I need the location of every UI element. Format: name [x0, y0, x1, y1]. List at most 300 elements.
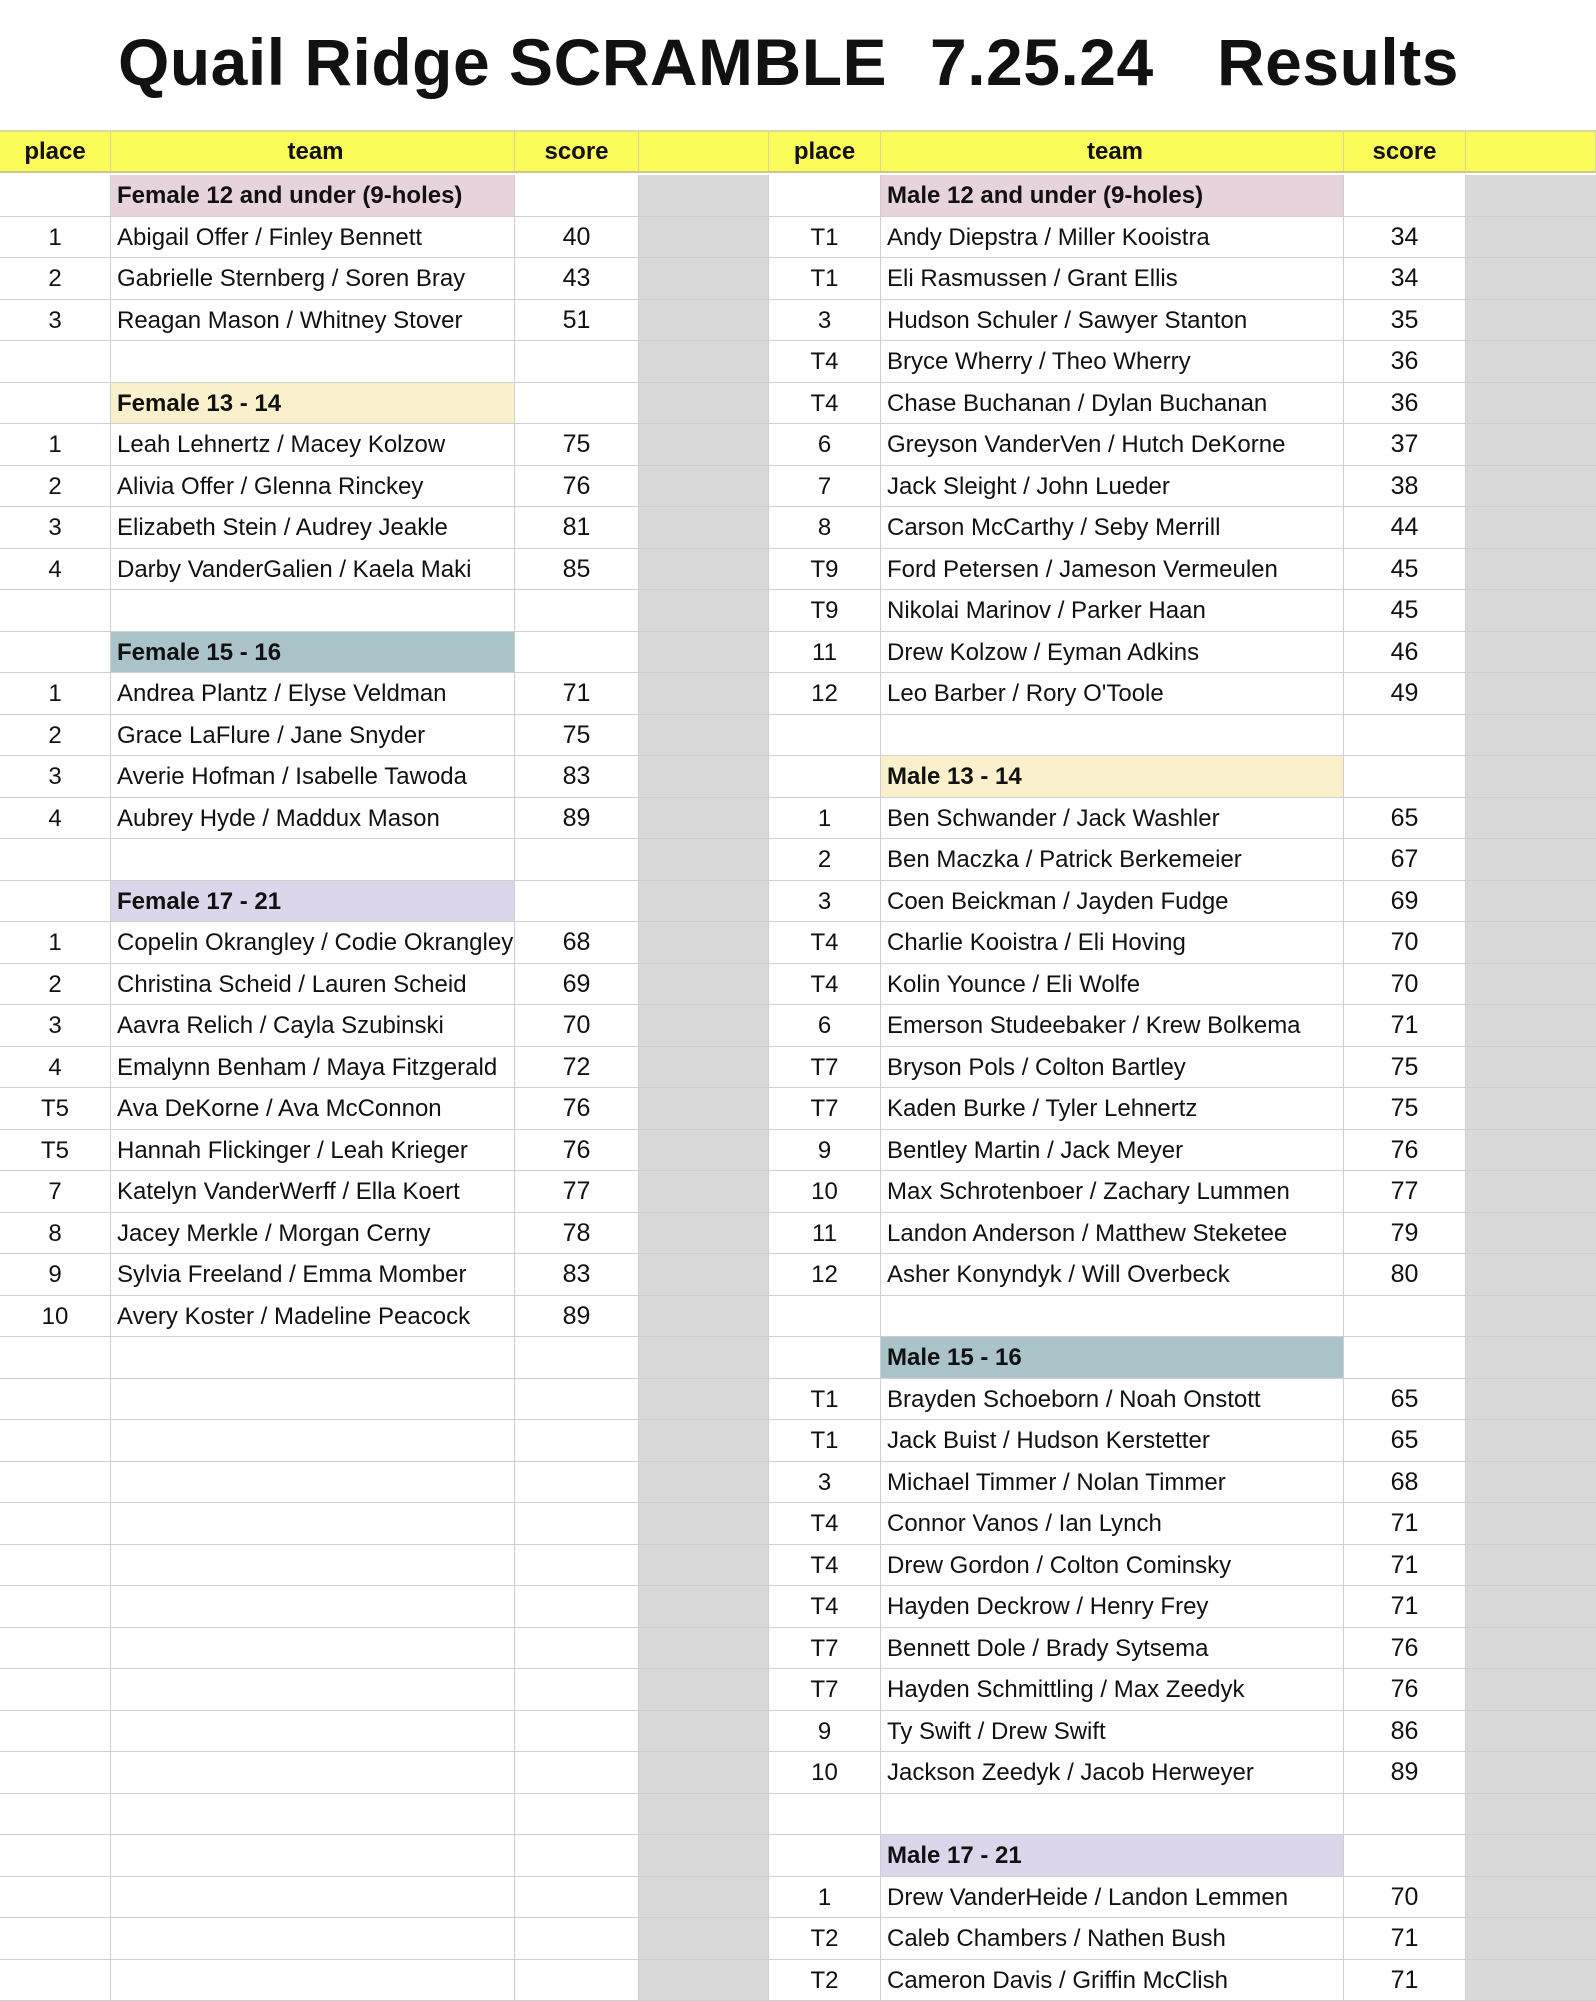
right-score-cell: 71 [1344, 1918, 1466, 1959]
right-team-cell: Nikolai Marinov / Parker Haan [881, 590, 1344, 631]
left-place-cell: 2 [0, 258, 111, 299]
gutter-cell [639, 922, 769, 963]
left-score-cell: 89 [515, 798, 639, 839]
left-team-cell: Darby VanderGalien / Kaela Maki [111, 549, 515, 590]
right-place-cell: 1 [769, 1877, 881, 1918]
right-team-cell: Michael Timmer / Nolan Timmer [881, 1462, 1344, 1503]
gutter-cell [639, 1420, 769, 1461]
table-row [0, 1752, 1596, 1794]
left-score-cell [515, 632, 639, 673]
right-team-cell: Connor Vanos / Ian Lynch [881, 1503, 1344, 1544]
right-place-cell [769, 1337, 881, 1378]
gutter-cell [1466, 632, 1596, 673]
gutter-cell [639, 1088, 769, 1129]
table-row [0, 922, 1596, 964]
table-row [0, 549, 1596, 591]
right-score-cell: 71 [1344, 1960, 1466, 2001]
left-place-cell: 3 [0, 1005, 111, 1046]
left-score-cell: 81 [515, 507, 639, 548]
right-place-cell: 8 [769, 507, 881, 548]
left-score-cell: 83 [515, 1254, 639, 1295]
left-team-cell [111, 839, 515, 880]
table-row [0, 1669, 1596, 1711]
right-score-cell: 76 [1344, 1628, 1466, 1669]
gutter-cell [1466, 1005, 1596, 1046]
gutter-cell [639, 881, 769, 922]
left-team-cell [111, 1794, 515, 1835]
gutter-cell [1466, 1337, 1596, 1378]
right-score-cell [1344, 1296, 1466, 1337]
left-score-cell [515, 839, 639, 880]
left-team-cell: Christina Scheid / Lauren Scheid [111, 964, 515, 1005]
right-score-cell: 89 [1344, 1752, 1466, 1793]
right-place-cell: 6 [769, 424, 881, 465]
left-score-cell [515, 1711, 639, 1752]
gutter-cell [1466, 1586, 1596, 1627]
left-place-cell [0, 839, 111, 880]
right-score-cell: 71 [1344, 1005, 1466, 1046]
left-place-cell: 3 [0, 300, 111, 341]
right-place-cell: 10 [769, 1171, 881, 1212]
right-score-cell: 46 [1344, 632, 1466, 673]
left-score-cell: 89 [515, 1296, 639, 1337]
left-score-cell [515, 1503, 639, 1544]
table-row [0, 1213, 1596, 1255]
left-place-cell: 1 [0, 217, 111, 258]
left-team-cell: Ava DeKorne / Ava McConnon [111, 1088, 515, 1129]
left-place-cell: 10 [0, 1296, 111, 1337]
right-team-cell: Caleb Chambers / Nathen Bush [881, 1918, 1344, 1959]
right-team-cell [881, 1794, 1344, 1835]
table-row [0, 507, 1596, 549]
left-place-cell [0, 1545, 111, 1586]
left-place-cell: 2 [0, 715, 111, 756]
right-team-cell: Jack Sleight / John Lueder [881, 466, 1344, 507]
right-place-cell: T1 [769, 1420, 881, 1461]
right-score-cell: 70 [1344, 964, 1466, 1005]
right-team-cell: Bennett Dole / Brady Sytsema [881, 1628, 1344, 1669]
gutter-cell [1466, 1711, 1596, 1752]
right-place-cell [769, 175, 881, 216]
right-score-cell: 35 [1344, 300, 1466, 341]
gutter-cell [1466, 341, 1596, 382]
left-score-cell: 76 [515, 1130, 639, 1171]
left-score-cell: 71 [515, 673, 639, 714]
right-place-cell: 11 [769, 632, 881, 673]
left-team-cell [111, 1545, 515, 1586]
gutter-cell [639, 1669, 769, 1710]
right-score-cell: 45 [1344, 590, 1466, 631]
left-place-cell: 2 [0, 466, 111, 507]
gutter-cell [1466, 1462, 1596, 1503]
right-spacer-header [1466, 132, 1596, 171]
gutter-cell [1466, 217, 1596, 258]
left-score-cell [515, 1918, 639, 1959]
table-row [0, 1835, 1596, 1877]
right-score-cell: 45 [1344, 549, 1466, 590]
table-row [0, 1005, 1596, 1047]
right-team-cell: Drew Kolzow / Eyman Adkins [881, 632, 1344, 673]
left-score-cell: 70 [515, 1005, 639, 1046]
right-team-cell: Chase Buchanan / Dylan Buchanan [881, 383, 1344, 424]
right-team-cell: Ben Maczka / Patrick Berkemeier [881, 839, 1344, 880]
right-place-cell: 10 [769, 1752, 881, 1793]
right-place-cell [769, 1296, 881, 1337]
left-score-cell [515, 1835, 639, 1876]
right-team-cell: Landon Anderson / Matthew Steketee [881, 1213, 1344, 1254]
left-team-cell: Jacey Merkle / Morgan Cerny [111, 1213, 515, 1254]
left-place-cell [0, 1503, 111, 1544]
gutter-cell [639, 756, 769, 797]
table-row [0, 1130, 1596, 1172]
table-row [0, 632, 1596, 674]
table-row [0, 1337, 1596, 1379]
gutter-cell [1466, 507, 1596, 548]
right-score-cell: 49 [1344, 673, 1466, 714]
gutter-cell [1466, 1628, 1596, 1669]
table-row [0, 258, 1596, 300]
table-row [0, 175, 1596, 217]
left-place-cell [0, 175, 111, 216]
gutter-cell [1466, 1503, 1596, 1544]
left-category-label: Female 17 - 21 [111, 881, 515, 922]
gutter-cell [1466, 1420, 1596, 1461]
right-place-cell: 3 [769, 881, 881, 922]
gutter-cell [1466, 1794, 1596, 1835]
gutter-cell [1466, 1835, 1596, 1876]
left-score-cell: 75 [515, 424, 639, 465]
gutter-cell [1466, 590, 1596, 631]
left-score-cell [515, 1586, 639, 1627]
right-team-cell: Jackson Zeedyk / Jacob Herweyer [881, 1752, 1344, 1793]
left-team-cell: Katelyn VanderWerff / Ella Koert [111, 1171, 515, 1212]
left-category-label: Female 13 - 14 [111, 383, 515, 424]
right-place-cell: T4 [769, 1545, 881, 1586]
gutter-cell [639, 1586, 769, 1627]
left-score-cell [515, 1752, 639, 1793]
left-place-cell [0, 1669, 111, 1710]
left-score-cell [515, 1669, 639, 1710]
gutter-cell [639, 1213, 769, 1254]
right-score-cell: 65 [1344, 1379, 1466, 1420]
left-place-cell: T5 [0, 1130, 111, 1171]
table-row [0, 839, 1596, 881]
right-place-cell: 11 [769, 1213, 881, 1254]
right-team-cell: Ford Petersen / Jameson Vermeulen [881, 549, 1344, 590]
left-team-cell [111, 1752, 515, 1793]
gutter-cell [639, 466, 769, 507]
left-score-cell [515, 1960, 639, 2001]
right-team-cell: Bryce Wherry / Theo Wherry [881, 341, 1344, 382]
table-row [0, 217, 1596, 259]
right-score-cell: 68 [1344, 1462, 1466, 1503]
right-place-cell: T9 [769, 549, 881, 590]
right-score-cell: 75 [1344, 1047, 1466, 1088]
left-team-cell [111, 1960, 515, 2001]
left-place-cell: 3 [0, 756, 111, 797]
gutter-cell [639, 715, 769, 756]
gutter-cell [639, 549, 769, 590]
table-row [0, 1545, 1596, 1587]
table-row [0, 341, 1596, 383]
right-score-cell [1344, 756, 1466, 797]
right-score-cell: 34 [1344, 258, 1466, 299]
table-row [0, 673, 1596, 715]
gutter-cell [1466, 175, 1596, 216]
left-place-cell: 1 [0, 424, 111, 465]
left-team-cell: Gabrielle Sternberg / Soren Bray [111, 258, 515, 299]
gutter-cell [639, 1877, 769, 1918]
right-team-cell: Hudson Schuler / Sawyer Stanton [881, 300, 1344, 341]
left-score-cell [515, 1794, 639, 1835]
right-place-cell: 7 [769, 466, 881, 507]
right-place-cell: T1 [769, 258, 881, 299]
right-score-cell: 69 [1344, 881, 1466, 922]
gutter-cell [1466, 1296, 1596, 1337]
gutter-cell [1466, 964, 1596, 1005]
left-team-cell [111, 1918, 515, 1959]
right-place-cell: T7 [769, 1088, 881, 1129]
left-place-cell [0, 341, 111, 382]
left-place-cell: 8 [0, 1213, 111, 1254]
right-score-cell: 77 [1344, 1171, 1466, 1212]
left-team-cell: Hannah Flickinger / Leah Krieger [111, 1130, 515, 1171]
right-place-cell: 9 [769, 1711, 881, 1752]
table-row [0, 1296, 1596, 1338]
left-team-cell: Sylvia Freeland / Emma Momber [111, 1254, 515, 1295]
right-team-cell: Max Schrotenboer / Zachary Lummen [881, 1171, 1344, 1212]
left-category-label: Female 12 and under (9-holes) [111, 175, 515, 216]
right-score-cell: 34 [1344, 217, 1466, 258]
gutter-cell [639, 964, 769, 1005]
right-score-cell: 80 [1344, 1254, 1466, 1295]
right-place-cell: T4 [769, 341, 881, 382]
right-score-cell [1344, 1794, 1466, 1835]
gutter-cell [1466, 1213, 1596, 1254]
right-score-cell [1344, 1835, 1466, 1876]
gutter-cell [1466, 1752, 1596, 1793]
right-score-cell: 71 [1344, 1503, 1466, 1544]
gutter-cell [639, 1379, 769, 1420]
gutter-cell [1466, 839, 1596, 880]
gutter-cell [639, 673, 769, 714]
left-team-cell [111, 1379, 515, 1420]
right-place-cell: 2 [769, 839, 881, 880]
left-place-cell [0, 1586, 111, 1627]
gutter-cell [1466, 1130, 1596, 1171]
left-place-cell [0, 1711, 111, 1752]
left-score-cell [515, 1545, 639, 1586]
gutter-cell [639, 1752, 769, 1793]
left-team-cell: Emalynn Benham / Maya Fitzgerald [111, 1047, 515, 1088]
right-place-cell: T4 [769, 1586, 881, 1627]
left-score-cell: 51 [515, 300, 639, 341]
right-team-cell: Eli Rasmussen / Grant Ellis [881, 258, 1344, 299]
right-team-cell: Kolin Younce / Eli Wolfe [881, 964, 1344, 1005]
right-team-cell: Hayden Schmittling / Max Zeedyk [881, 1669, 1344, 1710]
gutter-cell [1466, 549, 1596, 590]
right-place-cell: T2 [769, 1918, 881, 1959]
left-team-cell: Leah Lehnertz / Macey Kolzow [111, 424, 515, 465]
right-team-cell: Ty Swift / Drew Swift [881, 1711, 1344, 1752]
table-row [0, 424, 1596, 466]
gutter-cell [1466, 1047, 1596, 1088]
left-place-cell [0, 1752, 111, 1793]
right-team-cell: Drew Gordon / Colton Cominsky [881, 1545, 1344, 1586]
right-score-cell: 36 [1344, 341, 1466, 382]
gutter-cell [639, 1337, 769, 1378]
table-row [0, 1918, 1596, 1960]
left-score-cell: 85 [515, 549, 639, 590]
table-row [0, 1503, 1596, 1545]
right-place-cell: T7 [769, 1628, 881, 1669]
right-score-header: score [1344, 132, 1466, 171]
gutter-cell [639, 1918, 769, 1959]
gutter-cell [1466, 798, 1596, 839]
gutter-cell [639, 1296, 769, 1337]
left-team-cell: Reagan Mason / Whitney Stover [111, 300, 515, 341]
left-place-cell [0, 1628, 111, 1669]
left-team-cell: Abigail Offer / Finley Bennett [111, 217, 515, 258]
left-team-cell: Alivia Offer / Glenna Rinckey [111, 466, 515, 507]
right-team-cell: Andy Diepstra / Miller Kooistra [881, 217, 1344, 258]
gutter-cell [1466, 1254, 1596, 1295]
table-row [0, 1877, 1596, 1919]
left-score-cell [515, 175, 639, 216]
right-team-header: team [881, 132, 1344, 171]
left-score-cell: 69 [515, 964, 639, 1005]
right-place-cell: T2 [769, 1960, 881, 2001]
right-score-cell: 65 [1344, 1420, 1466, 1461]
left-place-cell [0, 1794, 111, 1835]
right-place-cell: 12 [769, 1254, 881, 1295]
left-spacer-header [639, 132, 769, 171]
right-team-cell: Ben Schwander / Jack Washler [881, 798, 1344, 839]
right-score-cell [1344, 1337, 1466, 1378]
left-score-cell [515, 1379, 639, 1420]
left-place-cell [0, 1420, 111, 1461]
right-place-cell [769, 756, 881, 797]
right-team-cell: Emerson Studeebaker / Krew Bolkema [881, 1005, 1344, 1046]
right-score-cell: 44 [1344, 507, 1466, 548]
gutter-cell [1466, 673, 1596, 714]
gutter-cell [639, 1545, 769, 1586]
table-row [0, 466, 1596, 508]
right-team-cell [881, 1296, 1344, 1337]
right-place-cell [769, 1794, 881, 1835]
left-score-cell: 76 [515, 1088, 639, 1129]
left-score-cell [515, 1420, 639, 1461]
right-team-cell: Charlie Kooistra / Eli Hoving [881, 922, 1344, 963]
left-score-cell: 83 [515, 756, 639, 797]
left-team-cell [111, 590, 515, 631]
table-row [0, 1047, 1596, 1089]
left-score-cell: 76 [515, 466, 639, 507]
left-score-cell: 68 [515, 922, 639, 963]
left-place-cell [0, 590, 111, 631]
left-team-cell [111, 1420, 515, 1461]
left-category-label: Female 15 - 16 [111, 632, 515, 673]
gutter-cell [639, 798, 769, 839]
gutter-cell [639, 632, 769, 673]
right-team-cell: Leo Barber / Rory O'Toole [881, 673, 1344, 714]
left-team-cell: Elizabeth Stein / Audrey Jeakle [111, 507, 515, 548]
right-team-cell: Asher Konyndyk / Will Overbeck [881, 1254, 1344, 1295]
gutter-cell [639, 424, 769, 465]
left-place-header: place [0, 132, 111, 171]
left-team-cell: Grace LaFlure / Jane Snyder [111, 715, 515, 756]
right-team-cell: Greyson VanderVen / Hutch DeKorne [881, 424, 1344, 465]
right-team-cell: Kaden Burke / Tyler Lehnertz [881, 1088, 1344, 1129]
left-place-cell [0, 1835, 111, 1876]
left-team-cell [111, 1877, 515, 1918]
left-score-cell [515, 1337, 639, 1378]
table-row [0, 300, 1596, 342]
gutter-cell [1466, 300, 1596, 341]
table-row [0, 590, 1596, 632]
left-place-cell: 2 [0, 964, 111, 1005]
right-team-cell: Drew VanderHeide / Landon Lemmen [881, 1877, 1344, 1918]
gutter-cell [1466, 466, 1596, 507]
gutter-cell [639, 1835, 769, 1876]
column-header-row [0, 130, 1596, 173]
left-score-cell: 77 [515, 1171, 639, 1212]
table-row [0, 964, 1596, 1006]
table-row [0, 756, 1596, 798]
table-row [0, 383, 1596, 425]
left-place-cell: T5 [0, 1088, 111, 1129]
table-row [0, 715, 1596, 757]
right-team-cell [881, 715, 1344, 756]
gutter-cell [639, 1462, 769, 1503]
gutter-cell [639, 383, 769, 424]
left-place-cell: 4 [0, 798, 111, 839]
left-score-cell [515, 590, 639, 631]
table-row [0, 1088, 1596, 1130]
table-row [0, 1960, 1596, 2001]
right-place-cell: T7 [769, 1047, 881, 1088]
right-team-cell: Hayden Deckrow / Henry Frey [881, 1586, 1344, 1627]
table-row [0, 1420, 1596, 1462]
left-place-cell: 7 [0, 1171, 111, 1212]
right-place-cell [769, 715, 881, 756]
left-team-cell [111, 341, 515, 382]
gutter-cell [1466, 1088, 1596, 1129]
left-place-cell [0, 1918, 111, 1959]
gutter-cell [639, 839, 769, 880]
right-score-cell: 37 [1344, 424, 1466, 465]
left-place-cell: 3 [0, 507, 111, 548]
left-team-cell [111, 1711, 515, 1752]
right-score-cell: 36 [1344, 383, 1466, 424]
right-score-cell: 70 [1344, 922, 1466, 963]
left-score-cell: 78 [515, 1213, 639, 1254]
left-team-cell [111, 1835, 515, 1876]
right-score-cell: 75 [1344, 1088, 1466, 1129]
right-score-cell: 76 [1344, 1130, 1466, 1171]
right-place-cell: 6 [769, 1005, 881, 1046]
left-score-cell: 75 [515, 715, 639, 756]
left-score-cell: 72 [515, 1047, 639, 1088]
right-team-cell: Cameron Davis / Griffin McClish [881, 1960, 1344, 2001]
left-place-cell [0, 1462, 111, 1503]
gutter-cell [1466, 1379, 1596, 1420]
left-team-cell [111, 1628, 515, 1669]
right-place-cell [769, 1835, 881, 1876]
right-score-cell: 86 [1344, 1711, 1466, 1752]
left-score-cell: 40 [515, 217, 639, 258]
right-score-cell [1344, 715, 1466, 756]
